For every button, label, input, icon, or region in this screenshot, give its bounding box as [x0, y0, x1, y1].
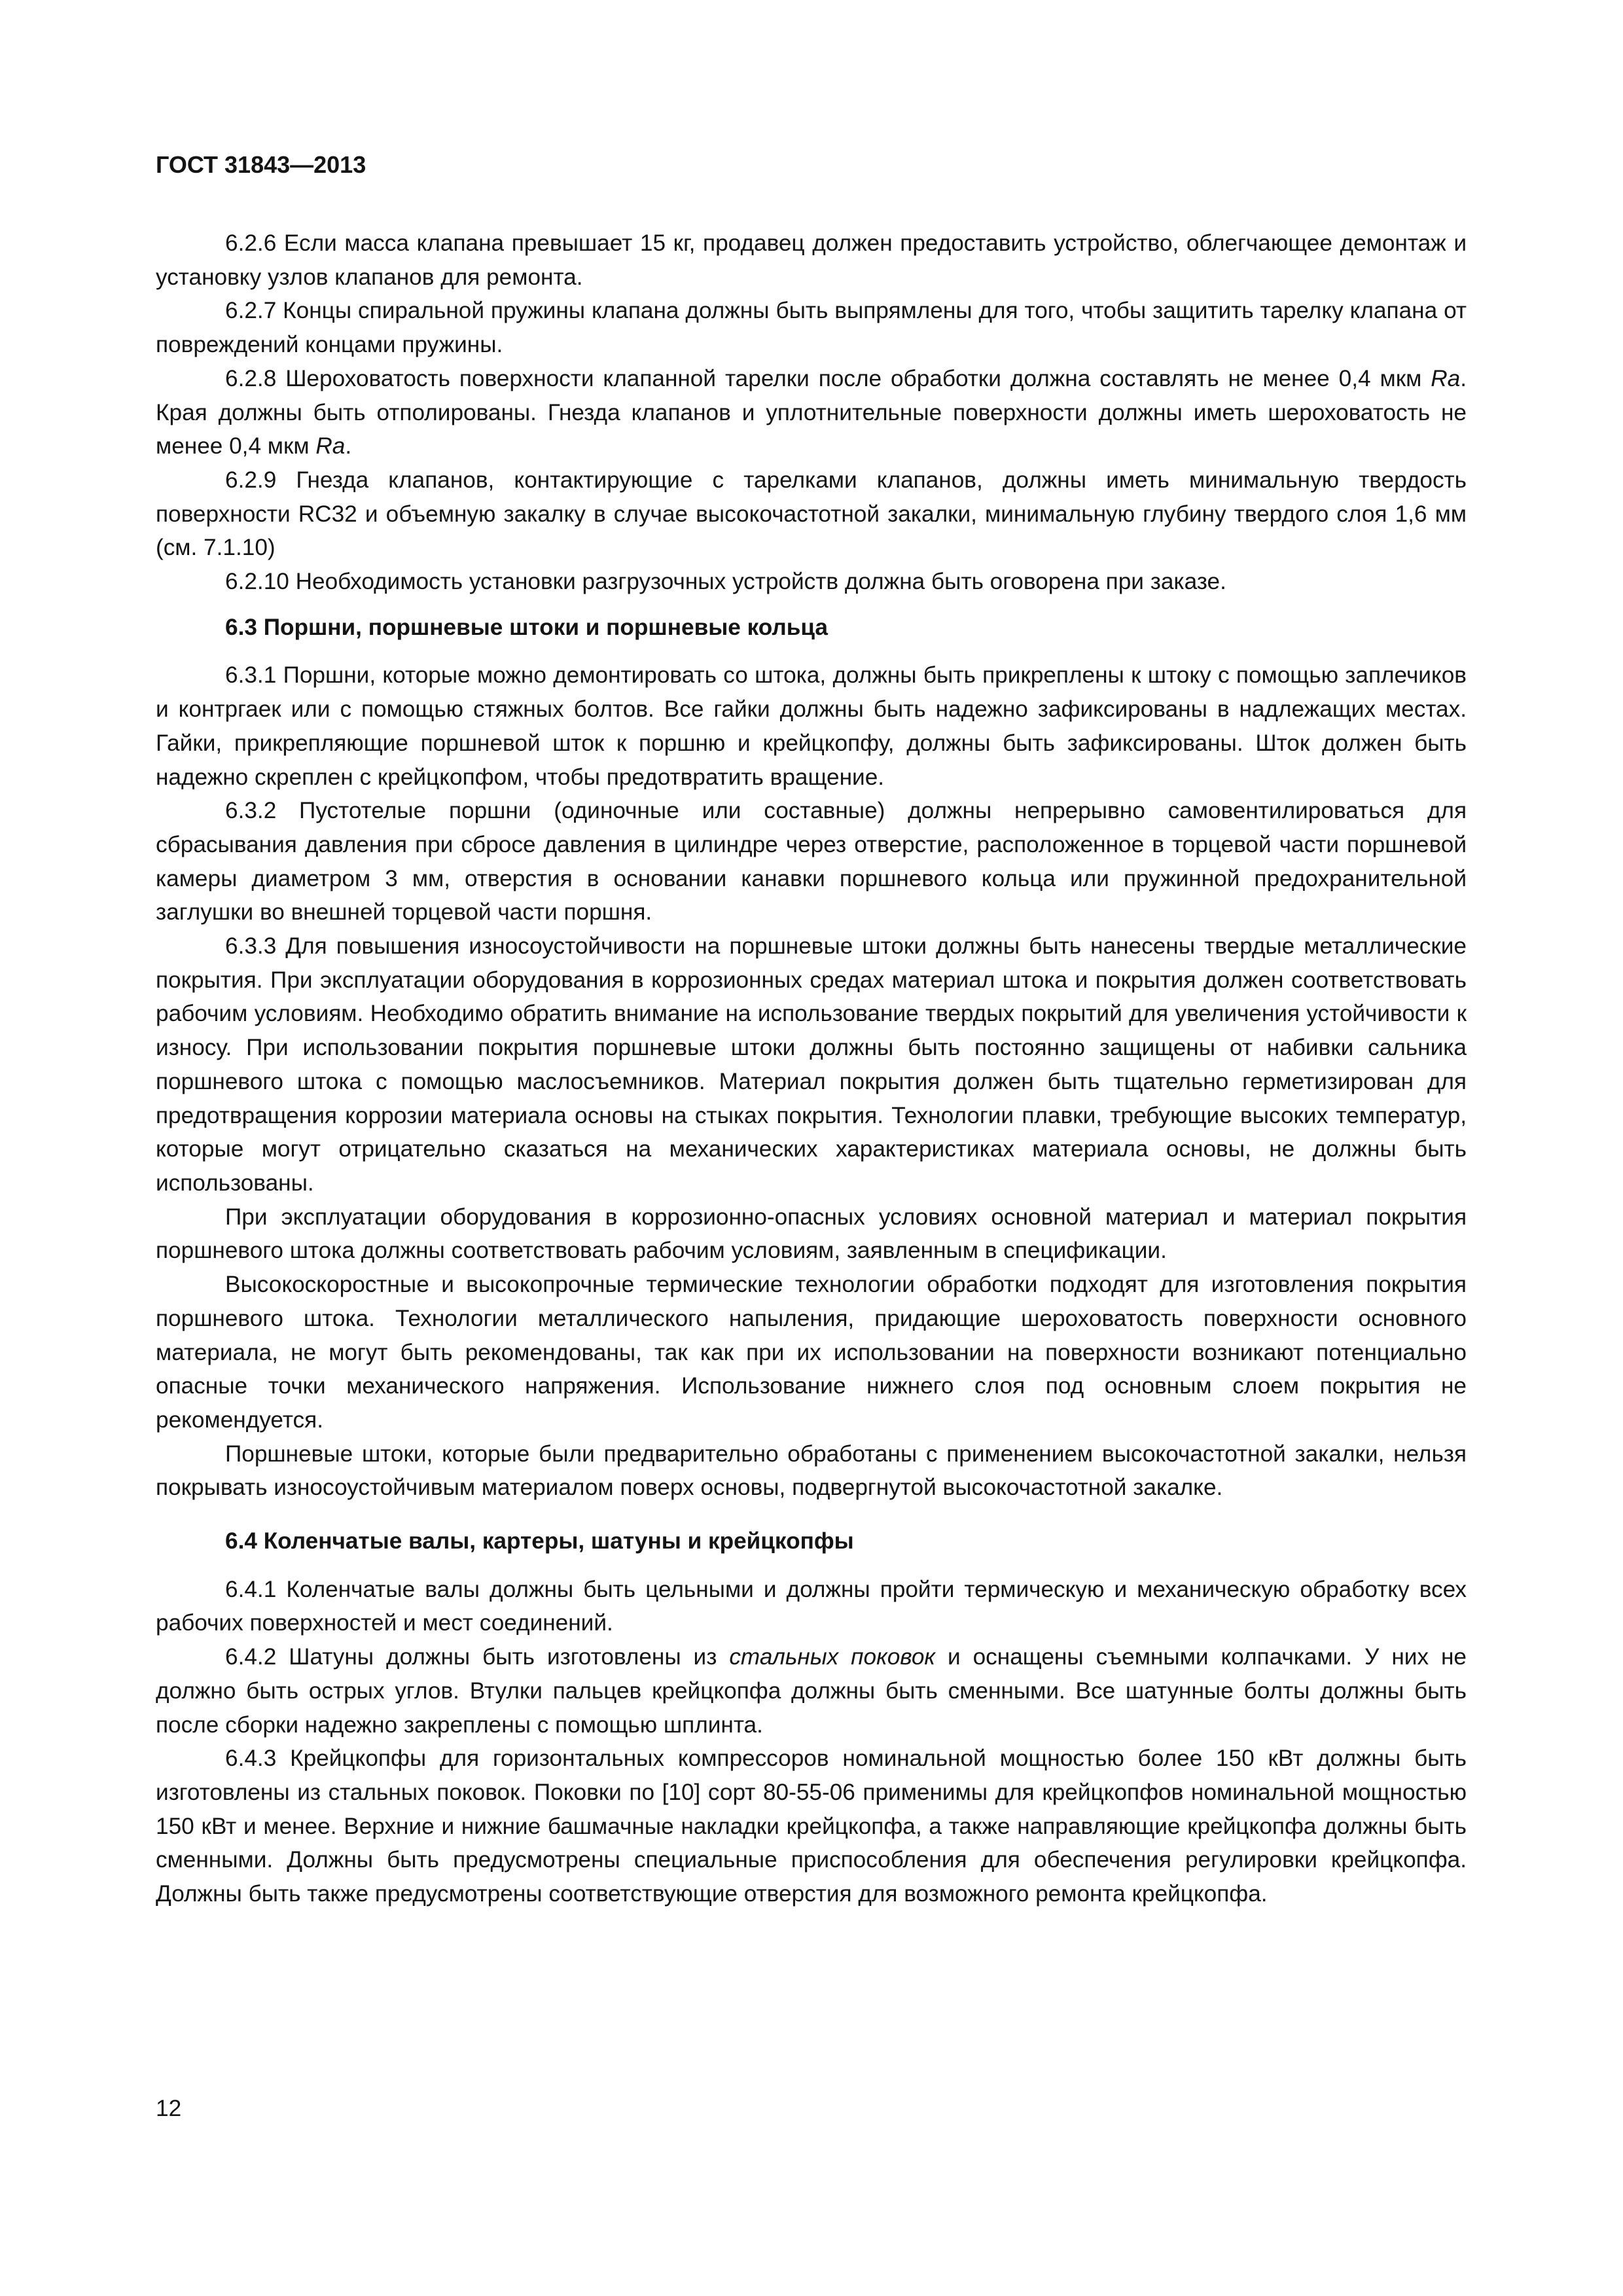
roughness-symbol-2: Ra: [315, 433, 346, 459]
page-number: 12: [156, 2096, 182, 2121]
section-heading-6-3: 6.3 Поршни, поршневые штоки и поршневые кольца: [225, 614, 828, 640]
paragraph-6-4-2-text-a: 6.4.2 Шатуны должны быть изготовлены из: [225, 1644, 730, 1670]
paragraph-6-2-8-text-c: . Края должны быть отполированы. Гнезда клапанов и уплотнительные поверхности должны иметь шероховатость не менее 0,4 мкм: [156, 365, 1467, 459]
paragraph-6-2-8: [156, 362, 1467, 463]
document-body: [156, 226, 1467, 1911]
roughness-symbol-1: Ra: [1431, 365, 1461, 391]
paragraph-6-4-2-emphasis: стальных поковок: [729, 1644, 936, 1670]
paragraph-6-3-3-hardening: Поршневые штоки, которые были предварительно обработаны с применением высокочастотной закалки, нельзя покрывать износоустойчивым материалом поверх основы, подвергнутой высокочастотной закалке.: [156, 1441, 1467, 1501]
section-heading-6-4: 6.4 Коленчатые валы, картеры, шатуны и крейцкопфы: [225, 1528, 854, 1554]
paragraph-6-2-6: 6.2.6 Если масса клапана превышает 15 кг, продавец должен предоставить устройство, облегчающее демонтаж и установку узлов клапанов для ремонта.: [156, 230, 1467, 290]
paragraph-6-4-1: 6.4.1 Коленчатые валы должны быть цельными и должны пройти термическую и механическую обработку всех рабочих поверхностей и мест соединений.: [156, 1576, 1467, 1636]
paragraph-6-3-2: 6.3.2 Пустотелые поршни (одиночные или составные) должны непрерывно самовентилироваться для сбрасывания давления при сбросе давления в цилиндре через отверстие, расположенное в торцевой части поршневой камеры диаметром 3 мм, отверстия в основании канавки поршневого кольца или пружинной предохранительной заглушки во внешней торцевой части поршня.: [156, 798, 1467, 925]
paragraph-6-2-8-text-e: .: [345, 433, 352, 459]
paragraph-6-4-2-text-c: и оснащены съемными колпачками. У них не должно быть острых углов. Втулки пальцев крейцкопфа должны быть сменными. Все шатунные болты должны быть после сборки надежно закреплены с помощью шплинта.: [156, 1644, 1467, 1738]
paragraph-6-2-9: 6.2.9 Гнезда клапанов, контактирующие с тарелками клапанов, должны иметь минимальную твердость поверхности RC32 и объемную закалку в случае высокочастотной закалки, минимальную глубину твердого слоя 1,6 мм (см. 7.1.10): [156, 467, 1467, 561]
document-header: ГОСТ 31843—2013: [156, 151, 366, 178]
paragraph-6-4-2: [156, 1640, 1467, 1742]
paragraph-6-3-3-thermal: Высокоскоростные и высокопрочные термические технологии обработки подходят для изготовления покрытия поршневого штока. Технологии металлического напыления, придающие шероховатость поверхности основного материала, не могут быть рекомендованы, так как при их использовании на поверхности возникают потенциально опасные точки механического напряжения. Использование нижнего слоя под основным слоем покрытия не рекомендуется.: [156, 1272, 1467, 1433]
paragraph-6-4-3: 6.4.3 Крейцкопфы для горизонтальных компрессоров номинальной мощностью более 150 кВт должны быть изготовлены из стальных поковок. Поковки по [10] сорт 80-55-06 применимы для крейцкопфов номинальной мощностью 150 кВт и менее. Верхние и нижние башмачные накладки крейцкопфа, а также направляющие крейцкопфа должны быть сменными. Должны быть предусмотрены специальные приспособления для обеспечения регулировки крейцкопфа. Должны быть также предусмотрены соответствующие отверстия для возможного ремонта крейцкопфа.: [156, 1746, 1467, 1907]
paragraph-6-2-10: 6.2.10 Необходимость установки разгрузочных устройств должна быть оговорена при заказе.: [225, 569, 1226, 595]
paragraph-6-2-7: 6.2.7 Концы спиральной пружины клапана должны быть выпрямлены для того, чтобы защитить тарелку клапана от повреждений концами пружины.: [156, 298, 1467, 358]
paragraph-6-3-3: 6.3.3 Для повышения износоустойчивости на поршневые штоки должны быть нанесены твердые металлические покрытия. При эксплуатации оборудования в коррозионных средах материал штока и покрытия должен соответствовать рабочим условиям. Необходимо обратить внимание на использование твердых покрытий для увеличения устойчивости к износу. При использовании покрытия поршневые штоки должны быть постоянно защищены от набивки сальника поршневого штока с помощью маслосъемников. Материал покрытия должен быть тщательно герметизирован для предотвращения коррозии материала основы на стыках покрытия. Технологии плавки, требующие высоких температур, которые могут отрицательно сказаться на механических характеристиках материала основы, не должны быть использованы.: [156, 933, 1467, 1196]
paragraph-6-2-8-text-a: 6.2.8 Шероховатость поверхности клапанной тарелки после обработки должна составлять не менее 0,4 мкм: [225, 365, 1431, 391]
paragraph-6-3-1: 6.3.1 Поршни, которые можно демонтировать со штока, должны быть прикреплены к штоку с помощью заплечиков и контргаек или с помощью стяжных болтов. Все гайки должны быть надежно зафиксированы в надлежащих местах. Гайки, прикрепляющие поршневой шток к поршню и крейцкопфу, должны быть зафиксированы. Шток должен быть надежно скреплен с крейцкопфом, чтобы предотвратить вращение.: [156, 662, 1467, 790]
paragraph-6-3-3-corrosion: При эксплуатации оборудования в коррозионно-опасных условиях основной материал и материал покрытия поршневого штока должны соответствовать рабочим условиям, заявленным в спецификации.: [156, 1204, 1467, 1264]
